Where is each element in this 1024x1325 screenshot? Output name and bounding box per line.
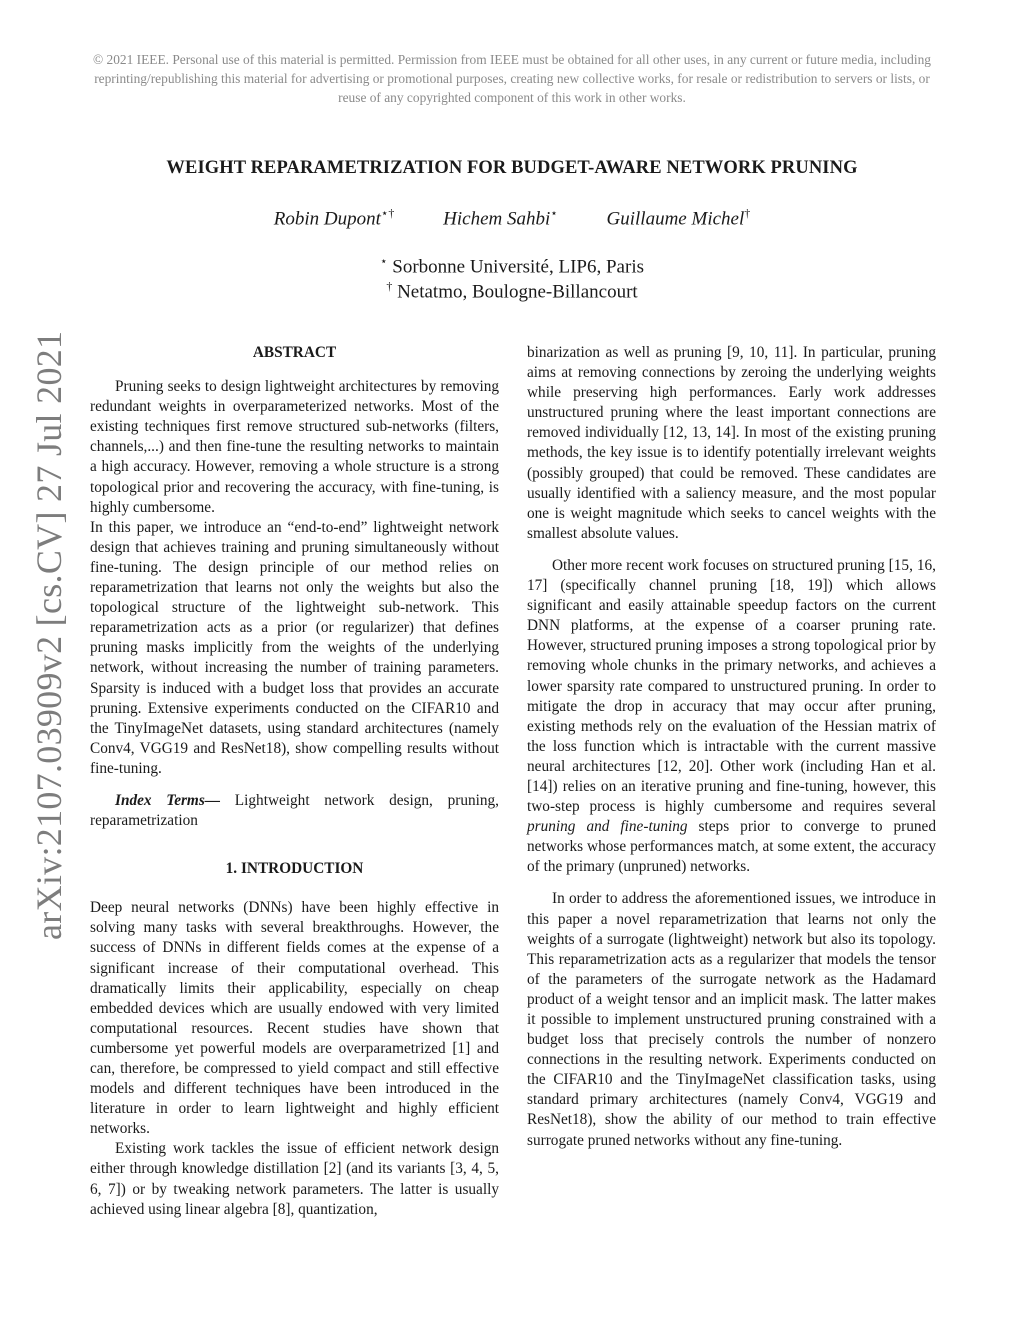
- author-marks: ⋆†: [380, 206, 395, 220]
- abstract-paragraph-2: In this paper, we introduce an “end-to-end” lightweight network design that achieves training and pruning simultaneously without fine-tuning. The design principle of our method relies on reparametrization that learns not only the weights but also the topological structure of the lightweight sub-network. This reparametrization acts as a prior (or regularizer) that defines pruning masks implicitly from the weights of the underlying network, without increasing the number of training parameters. Sparsity is induced with a budget loss that provides an accurate pruning. Extensive experiments conducted on the CIFAR10 and the TinyImageNet datasets, using standard architectures (namely Conv4, VGG19 and ResNet18), show compelling results without fine-tuning.: [90, 518, 499, 777]
- index-terms-text: Lightweight network design, pruning, reparametrization: [90, 791, 500, 830]
- affiliation-text: Netatmo, Boulogne-Billancourt: [397, 281, 638, 303]
- intro-paragraph-1: Deep neural networks (DNNs) have been highly effective in solving many tasks with several breakthroughs. However, the success of DNNs in different fields comes at the expense of a significant increase of their computational overhead. This dramatically limits their applicability, especially on cheap embedded devices which are usually endowed with very limited computational resources. Recent studies have shown that cumbersome yet powerful models are overparametrized [1] and can, therefore, be compressed to yield compact and still effective models and different techniques have been introduced in the literature in order to learn lightweight and highly efficient networks.: [90, 899, 499, 1138]
- author-list: [90, 206, 934, 230]
- paper-title: WEIGHT REPARAMETRIZATION FOR BUDGET-AWARE NETWORK PRUNING: [166, 158, 858, 178]
- section-heading-introduction: 1. INTRODUCTION: [225, 860, 364, 878]
- author-name: Hichem Sahbi: [443, 208, 551, 230]
- arxiv-identifier: arXiv:2107.03909v2 [cs.CV] 27 Jul 2021: [29, 330, 69, 940]
- affiliation-mark: †: [386, 279, 393, 293]
- intro-paragraph-2: Existing work tackles the issue of efficient network design either through knowledge distillation [2] (and its variants [3, 4, 5, 6, 7]) or by tweaking network parameters. The latter is usually achieved using linear algebra [8], quantization,: [90, 1140, 499, 1218]
- author-name: Guillaume Michel: [606, 208, 745, 230]
- author-name: Robin Dupont: [273, 208, 381, 230]
- paragraph-text: steps prior to converge to pruned networks whose performances match, at some extent, the accuracy of the primary (unpruned) networks.: [527, 818, 936, 876]
- left-column: [90, 343, 499, 1220]
- intro-paragraph-3: binarization as well as pruning [9, 10, 11]. In particular, pruning aims at removing connections by zeroing the underlying weights while preserving high performances. Early work addresses unstructured pruning where the least important connections are removed individually [12, 13, 14]. In most of the existing pruning methods, the key issue is to identify potentially irrelevant weights (possibly grouped) that could be removed. These candidates are usually identified with a saliency measure, and the most popular one is weight magnitude which seeks to cancel weights with the smallest absolute values.: [527, 344, 936, 542]
- intro-paragraph-5: In order to address the aforementioned issues, we introduce in this paper a novel reparametrization that learns not only the weights of a surrogate (lightweight) network but also its topology. This reparametrization acts as a regularizer that models the tensor of the parameters of the surrogate network as the Hadamard product of a weight tensor and an implicit mask. The latter makes it possible to implement unstructured pruning constrained with a budget loss that precisely controls the number of nonzero connections in the resulting network. Experiments conducted on the CIFAR10 and the TinyImageNet classification tasks, using standard primary architectures (namely Conv4, VGG19 and ResNet18), show the ability of our method to train effective surrogate pruned networks without any fine-tuning.: [527, 890, 936, 1149]
- index-terms: [90, 791, 499, 831]
- author-2: [443, 206, 558, 230]
- emphasis-text: pruning and fine-tuning: [527, 818, 688, 836]
- copyright-notice: © 2021 IEEE. Personal use of this material is permitted. Permission from IEEE must be obtained for all other uses, in any current or future media, including reprinting/republishing this material for advertising or promotional purposes, creating new collective works, for resale or redistribution to servers or lists, or reuse of any copyrighted component of this work in other works.: [93, 52, 931, 105]
- abstract-heading: ABSTRACT: [252, 344, 337, 361]
- author-3: [607, 206, 751, 230]
- affiliation-mark: ⋆: [380, 254, 388, 268]
- affiliation-text: Sorbonne Université, LIP6, Paris: [392, 256, 644, 278]
- intro-paragraph-4: [527, 556, 936, 878]
- author-1: [274, 206, 395, 230]
- affiliation-2: [90, 279, 934, 303]
- right-column: [527, 343, 936, 1151]
- paragraph-text: Other more recent work focuses on structured pruning [15, 16, 17] (specifically channel pruning [18, 19]) which allows significant and easily attainable speedup factors on the current DNN platforms, at the expense of a coarser pruning rate. However, structured pruning imposes a strong topological prior by removing whole chunks in the primary networks, and achieves a lower sparsity rate compared to unstructured pruning. In order to mitigate the drop in accuracy that may occur after pruning, existing methods rely on the evaluation of the Hessian matrix of the loss function which is intractable with the current massive neural architectures [12, 20]. Other work (including Han et al. [14]) relies on an iterative pruning and fine-tuning, however, this two-step process is highly cumbersome and requires several: [527, 556, 936, 816]
- author-marks: ⋆: [550, 206, 558, 220]
- index-terms-label: Index Terms—: [115, 791, 221, 809]
- author-marks: †: [744, 206, 751, 220]
- abstract-paragraph-1: Pruning seeks to design lightweight architectures by removing redundant weights in overparameterized networks. Most of the existing techniques first remove structured sub-networks (filters, channels,...) and then fine-tune the resulting networks to maintain a high accuracy. However, removing a whole structure is a strong topological prior and recovering the accuracy, with fine-tuning, is highly cumbersome.: [90, 378, 499, 516]
- affiliation-1: [90, 254, 934, 278]
